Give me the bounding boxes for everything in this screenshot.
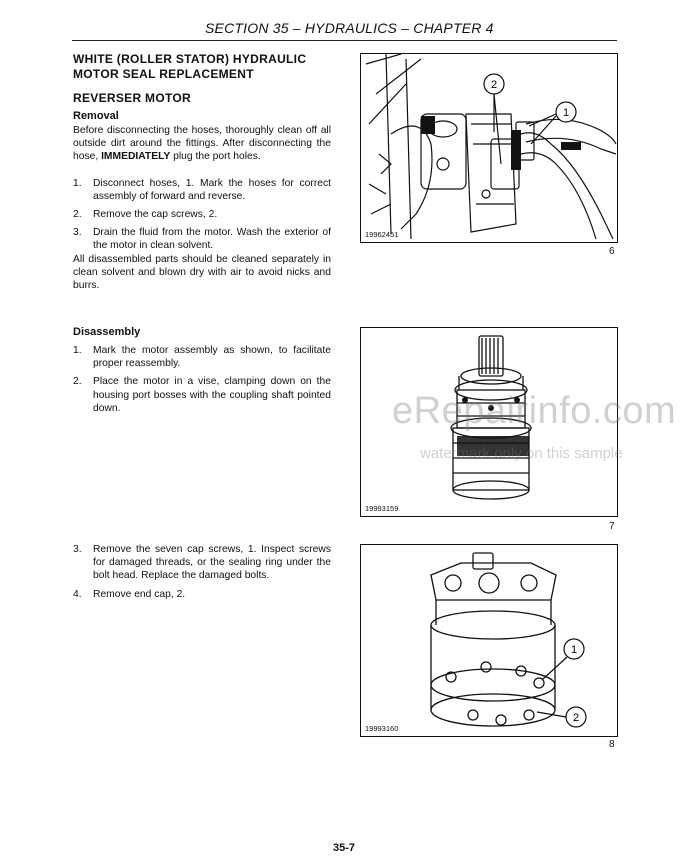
page-title-line2: MOTOR SEAL REPLACEMENT bbox=[73, 67, 254, 81]
figure-8-callout-2: 2 bbox=[572, 712, 580, 724]
figure-7-number: 7 bbox=[609, 521, 615, 532]
removal-heading: Removal bbox=[73, 110, 119, 122]
figure-6-callout-2: 2 bbox=[490, 79, 498, 91]
removal-intro-bold: IMMEDIATELY bbox=[101, 151, 171, 163]
disassembly-step: 4. Remove end cap, 2. bbox=[73, 588, 186, 600]
figure-6-id: 19962451 bbox=[365, 230, 399, 239]
page-number: 35-7 bbox=[333, 842, 356, 854]
figure-8-id: 19993160 bbox=[365, 724, 399, 733]
watermark-subtext: watermark only on this sample bbox=[420, 445, 623, 462]
removal-step: 2. Remove the cap screws, 2. bbox=[73, 209, 218, 221]
figure-6-callout-1: 1 bbox=[562, 107, 570, 119]
figure-8-drawing bbox=[361, 545, 617, 736]
removal-step: 1. Disconnect hoses, 1. Mark the hoses for correct assembly of forward and reverse. bbox=[73, 177, 331, 202]
disassembly-step: 3. Remove the seven cap screws, 1. Inspect screws for damaged threads, or the sealing ring under the bolt head. Replace the damaged bolts. bbox=[73, 544, 331, 582]
figure-7-id: 19993159 bbox=[365, 504, 399, 513]
figure-8-callout-1: 1 bbox=[570, 644, 578, 656]
removal-intro bbox=[73, 124, 331, 164]
subtitle: REVERSER MOTOR bbox=[73, 91, 191, 105]
figure-8-illustration bbox=[360, 544, 618, 737]
figure-6-drawing bbox=[361, 54, 617, 242]
page-title bbox=[73, 52, 306, 82]
removal-intro-b: plug the port holes. bbox=[170, 151, 261, 163]
removal-intro-a: Before disconnecting the hoses, thoroughly clean off all outside dirt around the fittings. After disconnecting the hose, bbox=[73, 125, 331, 163]
disassembly-heading: Disassembly bbox=[73, 326, 141, 338]
figure-6-illustration bbox=[360, 53, 618, 243]
disassembly-section-a bbox=[73, 326, 331, 420]
removal-section bbox=[73, 110, 331, 292]
header-rule bbox=[72, 40, 617, 41]
disassembly-section-b bbox=[73, 543, 331, 606]
disassembly-step: 1. Mark the motor assembly as shown, to facilitate proper reassembly. bbox=[73, 345, 331, 370]
section-header: SECTION 35 – HYDRAULICS – CHAPTER 4 bbox=[205, 20, 494, 36]
removal-step: 3. Drain the fluid from the motor. Wash the exterior of the motor in clean solvent. bbox=[73, 227, 331, 252]
figure-6-number: 6 bbox=[609, 246, 615, 257]
watermark-text: eRepairinfo.com bbox=[392, 390, 677, 432]
figure-8-number: 8 bbox=[609, 739, 615, 750]
removal-note: All disassembled parts should be cleaned separately in clean solvent and blown dry with air to avoid nicks and burrs. bbox=[73, 253, 331, 292]
page-title-line1: WHITE (ROLLER STATOR) HYDRAULIC bbox=[73, 52, 307, 66]
disassembly-step: 2. Place the motor in a vise, clamping down on the housing port bosses with the coupling shaft pointed down. bbox=[73, 376, 331, 414]
